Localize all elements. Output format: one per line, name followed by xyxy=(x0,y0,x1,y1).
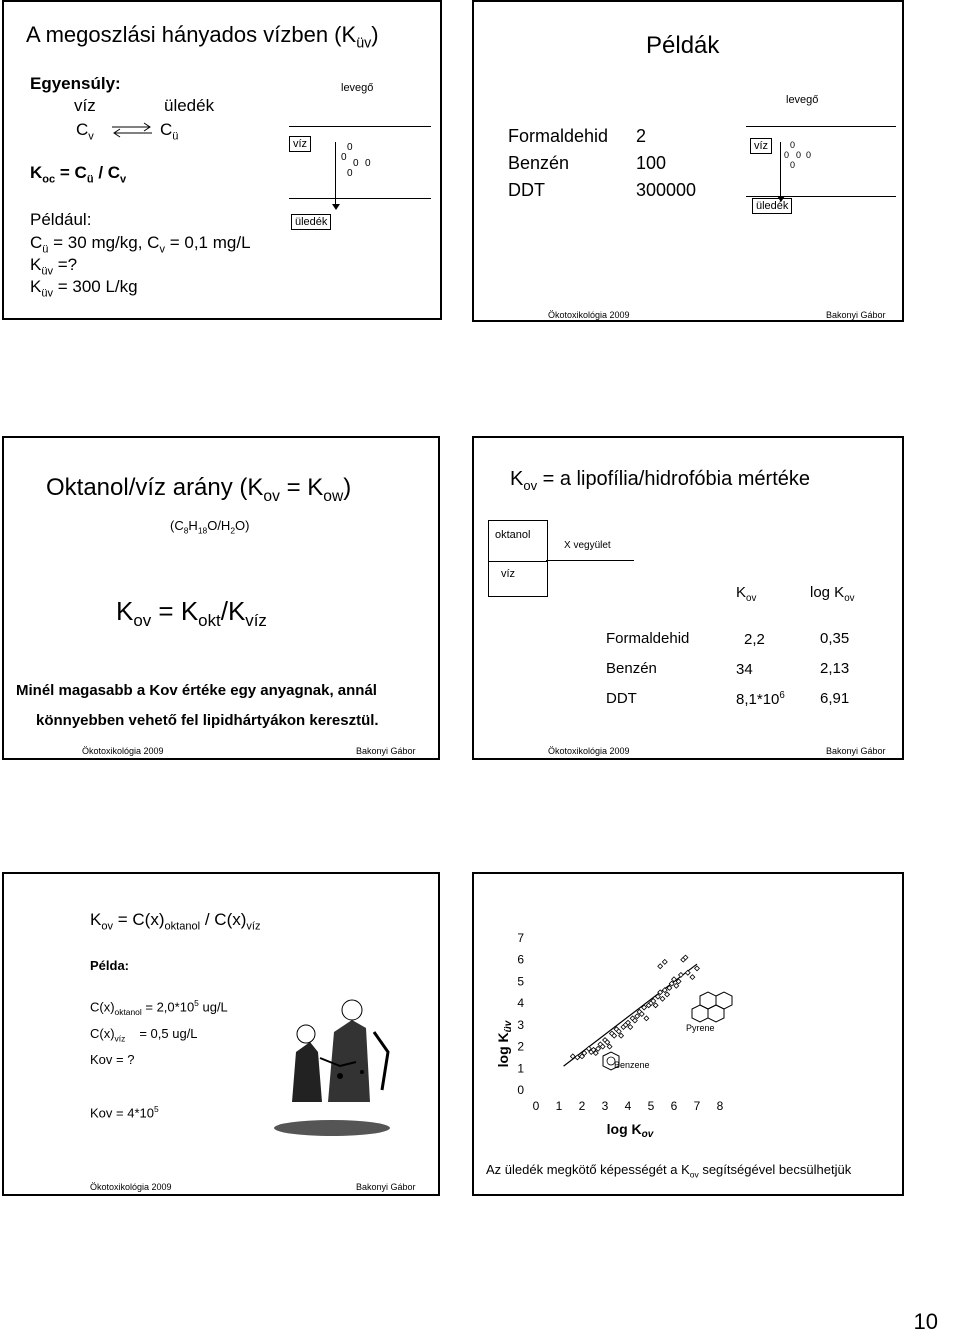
x-tick-label: 5 xyxy=(647,1099,655,1113)
data-point xyxy=(685,970,690,975)
sediment-label-box: üledék xyxy=(752,198,792,214)
c-u-symbol: $C_ü$ xyxy=(160,120,179,143)
x-tick-label: 4 xyxy=(624,1099,632,1113)
benzene-label: Benzene xyxy=(614,1060,650,1070)
data-point xyxy=(658,964,663,969)
y-tick-label: 7 xyxy=(517,931,524,945)
example-name-1: Formaldehid xyxy=(508,126,609,146)
slide-examples xyxy=(472,0,904,322)
particle-1: 0 xyxy=(347,142,353,153)
data-point xyxy=(596,1046,601,1051)
equilibrium-arrows-icon xyxy=(110,121,154,139)
x-tick-label: 8 xyxy=(716,1099,724,1113)
kov-definition: $K_{ov} = K_{okt}/K_{víz}$ xyxy=(116,596,267,631)
sediment-label-box: üledék xyxy=(291,214,331,230)
particle-3: 0 xyxy=(796,150,802,160)
sediment-surface-line xyxy=(289,198,431,199)
slide-partition-coefficient xyxy=(2,0,442,320)
slide-lipophilicity xyxy=(472,436,904,760)
particle-4: 0 xyxy=(365,158,371,169)
water-surface-line xyxy=(289,126,431,127)
slide-title: A megoszlási hányados vízben $(K_{üv})$ xyxy=(26,22,379,52)
note-line-2: könnyebben vehető fel lipidhártyákon keresztül. xyxy=(36,712,379,729)
y-tick-label: 5 xyxy=(517,974,524,989)
row-kov-1: 2,2 xyxy=(744,631,765,648)
pyrene-structure-icon xyxy=(692,992,732,1022)
data-point xyxy=(628,1025,633,1030)
x-tick-label: 0 xyxy=(532,1099,540,1113)
koc-formula: $K_{oc} = C_ü / C_v$ xyxy=(30,163,127,186)
slide-kov-regression xyxy=(472,872,904,1196)
x-axis-title: $\log K_{ov}$ xyxy=(606,1121,654,1140)
compound-label: X vegyület xyxy=(564,540,611,551)
x-tick-label: 7 xyxy=(693,1099,701,1113)
equilibrium-label: Egyensúly: xyxy=(30,74,121,93)
slide-title: Oktanol/víz arány $(K_{ov} = K_{ow})$ xyxy=(46,474,352,505)
c-v-symbol: $C_v$ xyxy=(76,120,94,143)
row-log-3: 6,91 xyxy=(820,690,850,707)
data-point xyxy=(695,966,700,971)
y-tick-label: 6 xyxy=(517,952,524,967)
y-axis-title xyxy=(495,1019,514,1067)
water-label-box: víz xyxy=(289,136,311,152)
row-log-1: 0,35 xyxy=(820,630,850,647)
footer-left: Ökotoxikológia 2009 xyxy=(548,746,630,756)
example-line-1: $C_ü = 30$ mg/kg, $C_v = 0,1$ mg/L xyxy=(30,233,251,256)
example-name-2: Benzén xyxy=(508,153,570,173)
particle-2: 0 xyxy=(341,152,347,163)
data-point xyxy=(662,959,667,964)
water-layer-box: víz xyxy=(488,560,548,597)
header-log-kov: $\log K_{ov}$ xyxy=(810,584,855,604)
y-tick-label: 0 xyxy=(517,1083,524,1097)
row-kov-2: 34 xyxy=(736,661,753,678)
row-name-1: Formaldehid xyxy=(606,630,690,647)
chart-caption: Az üledék megkötő képességét a $K_{ov}$ segítségével becsülhetjük xyxy=(486,1162,852,1180)
footer-left: Ökotoxikológia 2009 xyxy=(548,310,630,320)
example-label: Például: xyxy=(30,210,92,229)
footer-right: Bakonyi Gábor xyxy=(356,1182,416,1192)
y-tick-label: 1 xyxy=(517,1061,524,1076)
pyrene-label: Pyrene xyxy=(686,1023,715,1033)
example-name-3: DDT xyxy=(508,180,545,200)
settling-arrowhead-icon xyxy=(332,204,340,210)
particle-2: 0 xyxy=(784,150,790,160)
air-label: levegő xyxy=(341,82,374,94)
footer-left: Ökotoxikológia 2009 xyxy=(90,1182,172,1192)
row-kov-3: $8,1*10^6$ xyxy=(736,690,785,708)
example-question: Kov = ? xyxy=(90,1052,135,1067)
sediment-surface-line xyxy=(746,196,896,197)
sediment-word: üledék xyxy=(164,96,215,115)
example-value-3: 300000 xyxy=(636,180,697,200)
water-word: víz xyxy=(74,96,96,115)
kov-definition: $K_{ov} = C(x)_{oktanol} / C(x)_{víz}$ xyxy=(90,910,261,933)
note-line-1: Minél magasabb a Kov értéke egy anyagnak, annál xyxy=(16,682,377,699)
phase-separator-line xyxy=(546,560,634,561)
footer-right: Bakonyi Gábor xyxy=(356,746,416,756)
example-water-conc: $C(x)_{víz} = 0,5$ ug/L xyxy=(90,1026,198,1044)
octanol-formula: $(C_8H_{18}O/H_2O)$ xyxy=(170,518,250,536)
x-tick-label: 2 xyxy=(578,1099,586,1113)
air-label: levegő xyxy=(786,94,819,106)
data-point xyxy=(635,1014,640,1019)
y-tick-label: 3 xyxy=(517,1017,524,1032)
svg-text:log Küv: $\log K_{üv}$ xyxy=(495,1020,514,1068)
data-point xyxy=(644,1016,649,1021)
data-point xyxy=(653,1003,658,1008)
footer-right: Bakonyi Gábor xyxy=(826,746,886,756)
particle-4: 0 xyxy=(806,150,812,160)
data-point xyxy=(619,1033,624,1038)
data-point xyxy=(665,992,670,997)
x-tick-label: 1 xyxy=(555,1099,563,1113)
phase-diagram xyxy=(289,80,437,240)
data-point xyxy=(662,988,667,993)
regression-line xyxy=(564,964,697,1066)
example-label: Példa: xyxy=(90,958,130,973)
data-point xyxy=(674,983,679,988)
settling-arrow-icon xyxy=(780,142,781,198)
footer-left: Ökotoxikológia 2009 xyxy=(82,746,164,756)
particle-3: 0 xyxy=(353,158,359,169)
octanol-layer-box: oktanol xyxy=(488,520,548,562)
data-point xyxy=(575,1055,580,1060)
header-kov: $K_{ov}$ xyxy=(736,584,757,604)
example-line-3: $K_{üv} = 300$ L/kg xyxy=(30,277,138,300)
slide-octanol-water xyxy=(2,436,440,760)
water-label-box: víz xyxy=(750,138,772,154)
particle-1: 0 xyxy=(790,140,796,150)
page-number: 10 xyxy=(913,1309,938,1334)
example-octanol-conc: $C(x)_{oktanol} = 2,0*10^5$ ug/L xyxy=(90,998,228,1017)
example-line-2: $K_{üv}$ =? xyxy=(30,255,78,278)
row-name-2: Benzén xyxy=(606,660,657,677)
cartoon-illustration xyxy=(270,992,406,1138)
slide-kov-example xyxy=(2,872,440,1196)
row-log-2: 2,13 xyxy=(820,660,850,677)
example-value-1: 2 xyxy=(636,126,647,146)
x-tick-label: 3 xyxy=(601,1099,609,1113)
y-tick-label: 2 xyxy=(517,1039,524,1054)
slide-title: Példák xyxy=(646,32,720,59)
example-value-2: 100 xyxy=(636,153,667,173)
phase-diagram xyxy=(746,92,896,222)
x-tick-label: 6 xyxy=(670,1099,678,1113)
y-tick-label: 4 xyxy=(517,996,524,1011)
slide-title: $K_{ov} = a$ lipofília/hidrofóbia mértéke xyxy=(510,468,811,493)
particle-5: 0 xyxy=(347,168,353,179)
settling-arrow-icon xyxy=(335,142,336,206)
data-point xyxy=(660,996,665,1001)
kuv-vs-kov-chart xyxy=(474,874,902,1194)
data-point xyxy=(607,1044,612,1049)
data-point xyxy=(679,973,684,978)
footer-right: Bakonyi Gábor xyxy=(826,310,886,320)
data-point xyxy=(690,975,695,980)
water-surface-line xyxy=(746,126,896,127)
particle-5: 0 xyxy=(790,160,796,170)
row-name-3: DDT xyxy=(606,690,637,707)
example-answer: Kov = $4*10^5$ xyxy=(90,1104,159,1121)
